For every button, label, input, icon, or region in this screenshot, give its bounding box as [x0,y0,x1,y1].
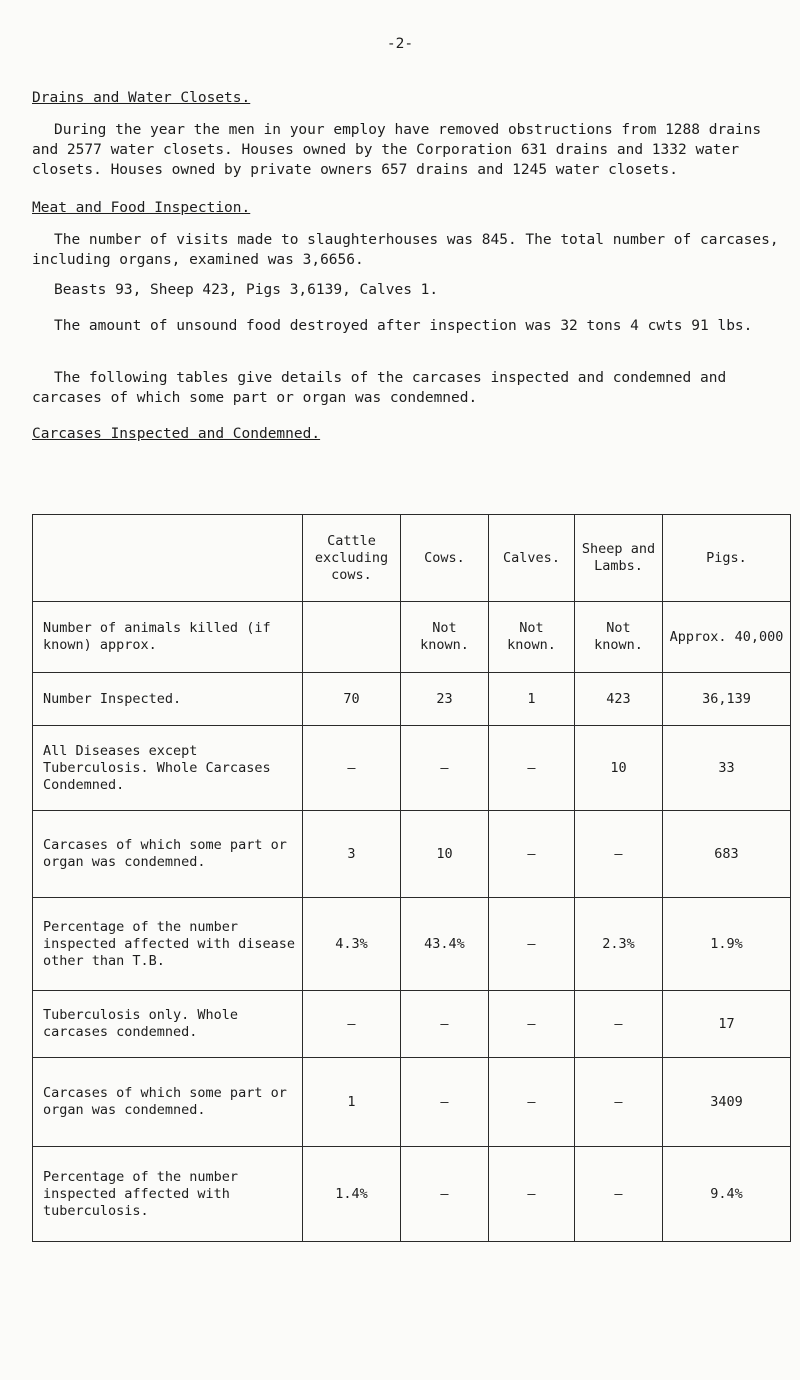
table-cell: Not known. [489,602,575,673]
drains-paragraph: During the year the men in your employ have removed obstructions from 1288 drains and 2577 water closets. Houses owned by the Corporation 631 drains and 1332 water closets. Houses owned by private owners 657 drains and 1245 water closets. [32,122,762,178]
table-row [33,602,791,673]
table-cell: 9.4% [663,1147,791,1242]
meat-unsound-food-paragraph: The amount of unsound food destroyed after inspection was 32 tons 4 cwts 91 lbs. [54,318,753,334]
row-label: Percentage of the number inspected affected with disease other than T.B. [33,898,303,991]
table-cell: – [489,811,575,898]
drains-heading: Drains and Water Closets. [32,90,251,106]
header-pigs: Pigs. [663,515,791,602]
table-cell: 683 [663,811,791,898]
table-row [33,1147,791,1242]
table-cell: – [575,1058,663,1147]
table-cell: – [489,1058,575,1147]
meat-tables-intro: The following tables give details of the carcases inspected and condemned and carcases of which some part or organ was condemned. [32,370,727,406]
table-cell: – [575,991,663,1058]
row-label: Percentage of the number inspected affected with tuberculosis. [33,1147,303,1242]
table-row [33,1058,791,1147]
table-cell [303,602,401,673]
table-cell: 10 [401,811,489,898]
header-sheep: Sheep and Lambs. [575,515,663,602]
meat-heading: Meat and Food Inspection. [32,200,251,216]
header-calves: Calves. [489,515,575,602]
table-cell: – [303,991,401,1058]
header-blank [33,515,303,602]
table-cell: 23 [401,673,489,726]
table-cell: – [575,1147,663,1242]
meat-animal-counts: Beasts 93, Sheep 423, Pigs 3,6139, Calves 1. [54,282,439,298]
table-header-row [33,515,791,602]
table-row [33,991,791,1058]
table-heading: Carcases Inspected and Condemned. [32,426,321,442]
table-cell: 3409 [663,1058,791,1147]
page-number: -2- [386,36,414,52]
table-cell: – [489,726,575,811]
row-label: All Diseases except Tuberculosis. Whole Carcases Condemned. [33,726,303,811]
table-cell: 3 [303,811,401,898]
table-cell: – [401,1147,489,1242]
row-label: Number Inspected. [33,673,303,726]
table-cell: 423 [575,673,663,726]
table-cell: 17 [663,991,791,1058]
table-cell: 1 [303,1058,401,1147]
carcases-table [32,514,791,1242]
table-cell: Approx. 40,000 [663,602,791,673]
table-cell: 33 [663,726,791,811]
table-cell: 70 [303,673,401,726]
table-cell: Not known. [401,602,489,673]
table-cell: Not known. [575,602,663,673]
header-cows: Cows. [401,515,489,602]
meat-visits-paragraph: The number of visits made to slaughterhouses was 845. The total number of carcases, including organs, examined was 3,6656. [32,232,779,268]
table-row [33,726,791,811]
table-cell: 2.3% [575,898,663,991]
table-cell: – [401,1058,489,1147]
table-cell: 4.3% [303,898,401,991]
table-cell: – [303,726,401,811]
table-cell: 10 [575,726,663,811]
table-row [33,811,791,898]
table-cell: – [401,726,489,811]
header-cattle: Cattle excluding cows. [303,515,401,602]
table-row [33,898,791,991]
table-cell: 1 [489,673,575,726]
table-cell: 1.9% [663,898,791,991]
row-label: Carcases of which some part or organ was condemned. [33,1058,303,1147]
row-label: Tuberculosis only. Whole carcases condemned. [33,991,303,1058]
table-cell: – [489,991,575,1058]
row-label: Carcases of which some part or organ was condemned. [33,811,303,898]
row-label: Number of animals killed (if known) approx. [33,602,303,673]
table-cell: – [401,991,489,1058]
table-cell: – [489,1147,575,1242]
table-cell: 36,139 [663,673,791,726]
table-cell: – [575,811,663,898]
table-cell: 1.4% [303,1147,401,1242]
table-cell: – [489,898,575,991]
table-row [33,673,791,726]
table-cell: 43.4% [401,898,489,991]
